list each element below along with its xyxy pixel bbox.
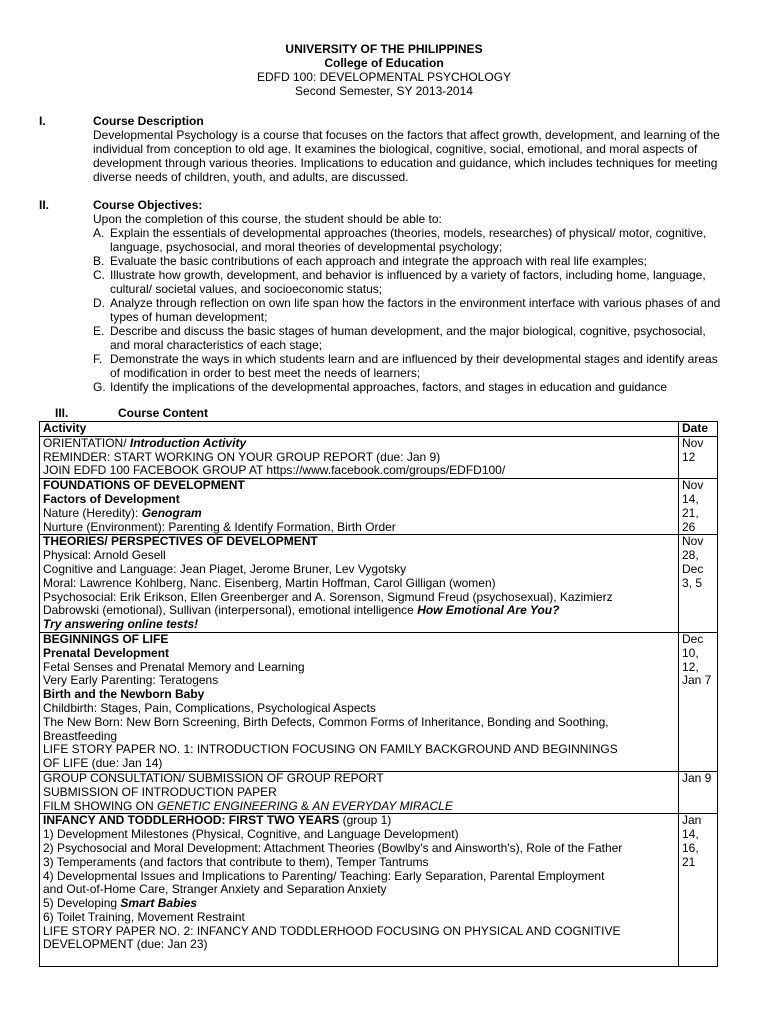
- objective-item: D. Analyze through reflection on own life span how the factors in the environment interface with various phases of and types of human development;: [93, 296, 721, 324]
- activity-cell: FOUNDATIONS OF DEVELOPMENT Factors of Development Nature (Heredity): Genogram Nurture (Environment): Parenting & Identify Formation, Birth Order: [40, 479, 679, 535]
- objective-item: A. Explain the essentials of developmental approaches (theories, models, researches) of physical/ motor, cognitive, language, psychosocial, and moral theories of developmental psychology;: [93, 226, 707, 254]
- date-cell: Dec 10, 12, Jan 7: [679, 632, 718, 771]
- table-header-row: [40, 422, 718, 437]
- objectives-intro: Upon the completion of this course, the student should be able to:: [93, 212, 442, 226]
- table-row: [40, 632, 718, 771]
- section-course-content-heading: [55, 406, 208, 420]
- course-content-table: [39, 421, 718, 967]
- activity-cell: BEGINNINGS OF LIFE Prenatal Development Fetal Senses and Prenatal Memory and Learning Very Early Parenting: Teratogens Birth and the Newborn Baby Childbirth: Stages, Pain, Complications, Psychological Aspects The New Born: New Born Screening, Birth Defects, Common Forms of Inheritance, Bonding and Soothing, Breastfeeding LIFE STORY PAPER NO. 1: INTRODUCTION FOCUSING ON FAMILY BACKGROUND AND BEGINNINGS OF LIFE (due: Jan 14): [40, 632, 679, 771]
- section-title: Course Objectives:: [93, 198, 203, 212]
- section-number: III.: [55, 406, 69, 420]
- section-number: II.: [39, 198, 50, 212]
- date-cell: Nov 14, 21, 26: [679, 479, 718, 535]
- date-cell: Jan 9: [679, 771, 718, 813]
- objective-item: B. Evaluate the basic contributions of each approach and integrate the approach with real life examples;: [93, 254, 647, 268]
- activity-cell: ORIENTATION/ Introduction Activity REMINDER: START WORKING ON YOUR GROUP REPORT (due: Jan 9) JOIN EDFD 100 FACEBOOK GROUP AT https://www.facebook.com/groups/EDFD100/: [40, 436, 679, 478]
- course-description-text: Developmental Psychology is a course that focuses on the factors that affect growth, development, and learning of the individual from conception to old age. It examines the biological, cognitive, social, emotional, and moral aspects of development through various theories. Implications to education and guidance, which includes techniques for meeting diverse needs of children, youth, and adults, are discussed.: [93, 128, 720, 184]
- activity-cell: THEORIES/ PERSPECTIVES OF DEVELOPMENT Physical: Arnold Gesell Cognitive and Language: Jean Piaget, Jerome Bruner, Lev Vygotsky Moral: Lawrence Kohlberg, Nanc. Eisenberg, Martin Hoffman, Carol Gilligan (women) Psychosocial: Erik Erikson, Ellen Greenberger and A. Sorenson, Sigmund Freud (psychosexual), Kazimierz Dabrowski (emotional), Sullivan (interpersonal), emotional intelligence How Emotional Are You? Try answering online tests!: [40, 535, 679, 633]
- column-header-date: Date: [679, 422, 718, 437]
- objective-item: C. Illustrate how growth, development, and behavior is influenced by a variety of factors, including home, language, cultural/ societal values, and socioeconomic status;: [93, 268, 706, 296]
- objective-item: F. Demonstrate the ways in which students learn and are influenced by their developmental stages and identify areas of modification in order to best meet the needs of learners;: [93, 352, 718, 380]
- document-header: [0, 42, 768, 98]
- activity-cell: INFANCY AND TODDLERHOOD: FIRST TWO YEARS (group 1) 1) Development Milestones (Physical, Cognitive, and Language Development) 2) Psychosocial and Moral Development: Attachment Theories (Bowlby's and Ainsworth's), Role of the Father 3) Temperaments (and factors that contribute to them), Temper Tantrums 4) Developmental Issues and Implications to Parenting/ Teaching: Early Separation, Parental Employment and Out-of-Home Care, Stranger Anxiety and Separation Anxiety 5) Developing Smart Babies 6) Toilet Training, Movement Restraint LIFE STORY PAPER NO. 2: INFANCY AND TODDLERHOOD FOCUSING ON PHYSICAL AND COGNITIVE DEVELOPMENT (due: Jan 23): [40, 814, 679, 967]
- date-cell: Nov 28, Dec 3, 5: [679, 535, 718, 633]
- objective-item: G. Identify the implications of the developmental approaches, factors, and stages in education and guidance: [93, 380, 668, 394]
- college-name: College of Education: [324, 56, 444, 70]
- date-cell: Jan 14, 16, 21: [679, 814, 718, 967]
- table-row: [40, 479, 718, 535]
- activity-cell: GROUP CONSULTATION/ SUBMISSION OF GROUP REPORT SUBMISSION OF INTRODUCTION PAPER FILM SHOWING ON GENETIC ENGINEERING & AN EVERYDAY MIRACLE: [40, 771, 679, 813]
- section-number: I.: [39, 114, 46, 128]
- university-name: UNIVERSITY OF THE PHILIPPINES: [285, 42, 483, 56]
- table-row: [40, 771, 718, 813]
- semester: Second Semester, SY 2013-2014: [295, 84, 473, 98]
- objective-item: E. Describe and discuss the basic stages of human development, and the major biological, cognitive, psychosocial, and moral characteristics of each stage;: [93, 324, 706, 352]
- table-row: [40, 436, 718, 478]
- table-row: [40, 814, 718, 967]
- section-title: Course Content: [118, 406, 208, 420]
- table-row: [40, 535, 718, 633]
- column-header-activity: Activity: [40, 422, 679, 437]
- section-title: Course Description: [93, 114, 204, 128]
- course-title: EDFD 100: DEVELOPMENTAL PSYCHOLOGY: [256, 70, 512, 84]
- date-cell: Nov 12: [679, 436, 718, 478]
